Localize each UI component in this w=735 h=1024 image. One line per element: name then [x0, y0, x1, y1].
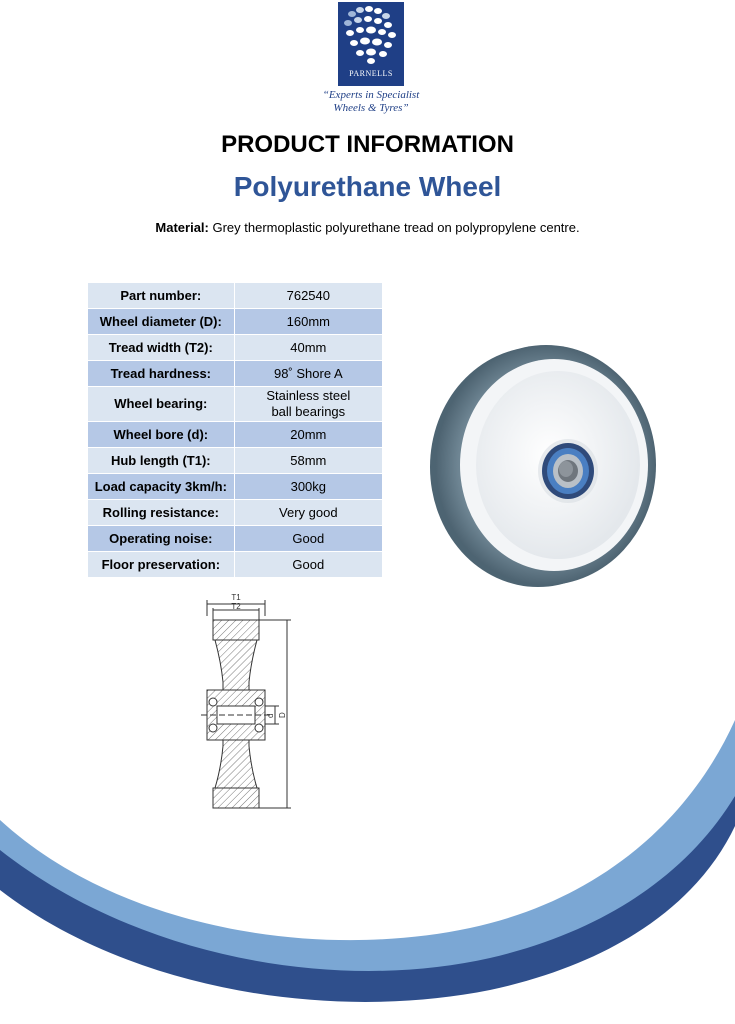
- spec-value: Very good: [234, 500, 382, 526]
- material-text: Grey thermoplastic polyurethane tread on polypropylene centre.: [208, 220, 580, 235]
- table-row: [88, 552, 383, 578]
- spec-key: Rolling resistance:: [88, 500, 235, 526]
- table-row: [88, 361, 383, 387]
- logo-dots-icon: [338, 2, 404, 68]
- page-title: PRODUCT INFORMATION: [221, 131, 514, 158]
- table-row: [88, 500, 383, 526]
- material-label: Material:: [155, 220, 209, 235]
- spec-value: 40mm: [234, 335, 382, 361]
- spec-key: Load capacity 3km/h:: [88, 474, 235, 500]
- spec-table: [87, 282, 383, 578]
- label-bore-d: d: [266, 713, 275, 718]
- spec-value: 762540: [234, 283, 382, 309]
- label-t1: T1: [231, 593, 241, 602]
- table-row: [88, 335, 383, 361]
- spec-key: Part number:: [88, 283, 235, 309]
- table-row: [88, 448, 383, 474]
- table-row: [88, 526, 383, 552]
- spec-key: Hub length (T1):: [88, 448, 235, 474]
- spec-value: 98˚ Shore A: [234, 361, 382, 387]
- spec-value: 58mm: [234, 448, 382, 474]
- table-row: [88, 422, 383, 448]
- spec-value: Good: [234, 526, 382, 552]
- brand-logo: [338, 2, 404, 86]
- brand-name: PARNELLS: [349, 69, 393, 78]
- material-line: [0, 220, 735, 235]
- table-row: [88, 309, 383, 335]
- decorative-swoosh: [0, 700, 735, 1024]
- table-row: [88, 387, 383, 422]
- spec-value: [234, 387, 382, 422]
- spec-value: Good: [234, 552, 382, 578]
- spec-key: Floor preservation:: [88, 552, 235, 578]
- spec-value: 300kg: [234, 474, 382, 500]
- table-row: [88, 283, 383, 309]
- spec-value: 160mm: [234, 309, 382, 335]
- spec-key: Tread hardness:: [88, 361, 235, 387]
- spec-value-line-2: ball bearings: [271, 404, 346, 419]
- tagline-line-1: “Experts in Specialist: [322, 89, 420, 101]
- spec-key: Wheel bearing:: [88, 387, 235, 422]
- spec-key: Wheel bore (d):: [88, 422, 235, 448]
- spec-key: Operating noise:: [88, 526, 235, 552]
- brand-tagline: [300, 89, 442, 115]
- tagline-line-2: Wheels & Tyres”: [333, 102, 409, 114]
- label-diameter-d: D: [278, 712, 287, 718]
- label-t2: T2: [231, 602, 241, 611]
- spec-value-line-1: Stainless steel: [266, 388, 351, 403]
- table-row: [88, 474, 383, 500]
- spec-value: 20mm: [234, 422, 382, 448]
- spec-key: Tread width (T2):: [88, 335, 235, 361]
- product-name: Polyurethane Wheel: [233, 171, 502, 202]
- spec-key: Wheel diameter (D):: [88, 309, 235, 335]
- wheel-photo: [426, 345, 660, 589]
